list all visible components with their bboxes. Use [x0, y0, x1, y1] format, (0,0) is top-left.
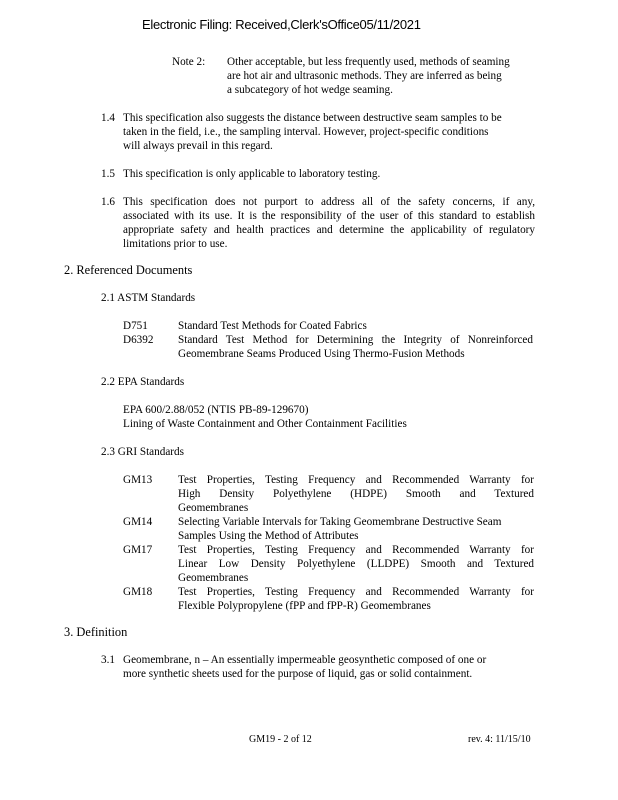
section-1-6-line: limitations prior to use.	[123, 238, 228, 250]
section-1-4-line: will always prevail in this regard.	[123, 140, 273, 152]
astm-code: D6392	[123, 334, 154, 346]
note-2-label: Note 2:	[172, 56, 206, 68]
section-3-1-line: more synthetic sheets used for the purpose of liquid, gas or solid containment.	[123, 668, 473, 680]
section-1-6-line: associated with its use. It is the responsibility of the user of this standard to establish	[123, 210, 535, 222]
section-3-1-line: Geomembrane, n – An essentially impermeable geosynthetic composed of one or	[123, 654, 487, 666]
note-2-line: Other acceptable, but less frequently used, methods of seaming	[227, 56, 510, 68]
note-2-line: are hot air and ultrasonic methods. They are inferred as being	[227, 70, 502, 82]
gri-code: GM13	[123, 474, 153, 486]
page-number: GM19 - 2 of 12	[249, 734, 312, 745]
section-3-1-number: 3.1	[101, 654, 115, 666]
astm-title-line: Standard Test Method for Determining the Integrity of Nonreinforced	[178, 334, 533, 346]
section-2-1-heading: 2.1 ASTM Standards	[101, 292, 196, 304]
section-2-2-heading: 2.2 EPA Standards	[101, 376, 185, 388]
revision-date: rev. 4: 11/15/10	[468, 734, 531, 745]
gri-title-line: Geomembranes	[178, 502, 249, 514]
gri-title-line: Flexible Polypropylene (fPP and fPP-R) Geomembranes	[178, 600, 431, 612]
section-1-5-text: This specification is only applicable to laboratory testing.	[123, 168, 381, 180]
astm-title-line: Standard Test Methods for Coated Fabrics	[178, 320, 367, 332]
section-1-6-number: 1.6	[101, 196, 115, 208]
gri-title-line: Test Properties, Testing Frequency and Recommended Warranty for	[178, 586, 534, 598]
gri-title-line: Geomembranes	[178, 572, 249, 584]
epa-line: Lining of Waste Containment and Other Containment Facilities	[123, 418, 407, 430]
gri-code: GM17	[123, 544, 153, 556]
gri-title-line: Test Properties, Testing Frequency and Recommended Warranty for	[178, 474, 534, 486]
section-1-4-number: 1.4	[101, 112, 115, 124]
gri-title-line: Linear Low Density Polyethylene (LLDPE) Smooth and Textured	[178, 558, 534, 570]
section-1-6-line: This specification does not purport to address all of the safety concerns, if any,	[123, 196, 535, 208]
astm-title-line: Geomembrane Seams Produced Using Thermo-Fusion Methods	[178, 348, 465, 360]
epa-line: EPA 600/2.88/052 (NTIS PB-89-129670)	[123, 404, 309, 416]
gri-title-line: High Density Polyethylene (HDPE) Smooth and Textured	[178, 488, 534, 500]
section-1-6-line: appropriate safety and health practices and determine the applicability of regulatory	[123, 224, 535, 236]
section-1-4-line: This specification also suggests the distance between destructive seam samples to be	[123, 112, 502, 124]
filing-stamp: Electronic Filing: Received,Clerk'sOffice05/11/2021	[142, 17, 421, 32]
section-2-3-heading: 2.3 GRI Standards	[101, 446, 184, 458]
gri-code: GM18	[123, 586, 153, 598]
gri-title-line: Test Properties, Testing Frequency and Recommended Warranty for	[178, 544, 534, 556]
section-1-4-line: taken in the field, i.e., the sampling interval. However, project-specific conditions	[123, 126, 489, 138]
gri-code: GM14	[123, 516, 153, 528]
section-3-heading: 3. Definition	[64, 625, 128, 639]
section-1-5-number: 1.5	[101, 168, 115, 180]
gri-title-line: Samples Using the Method of Attributes	[178, 530, 359, 542]
note-2-line: a subcategory of hot wedge seaming.	[227, 84, 393, 96]
section-2-heading: 2. Referenced Documents	[64, 263, 193, 277]
astm-code: D751	[123, 320, 148, 332]
gri-title-line: Selecting Variable Intervals for Taking Geomembrane Destructive Seam	[178, 516, 502, 528]
